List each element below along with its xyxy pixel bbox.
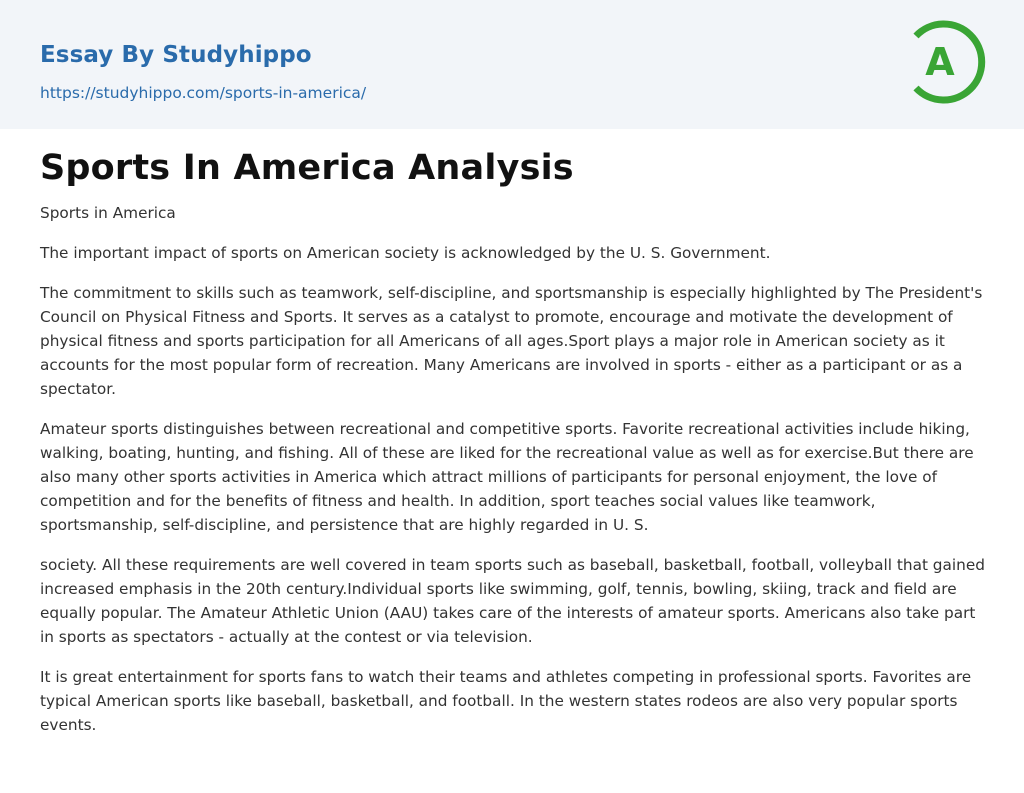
essay-paragraph: It is great entertainment for sports fans to watch their teams and athletes competing in professional sports. Favorites are typical American sports like baseball, basketball, and football. In the western states rodeos are also very popular sports events. <box>40 668 972 734</box>
essay-paragraph: The commitment to skills such as teamwork, self-discipline, and sportsmanship is especially highlighted by The President's Council on Physical Fitness and Sports. It serves as a catalyst to promote, encourage and motivate the development of physical fitness and sports participation for all Americans of all ages.Sport plays a major role in American society as it accounts for the most popular form of recreation. Many Americans are involved in sports - either as a participant or as a spectator. <box>40 284 983 398</box>
logo-letter: A <box>925 40 955 84</box>
essay-content <box>40 146 990 753</box>
essay-url-link[interactable]: https://studyhippo.com/sports-in-america/ <box>40 84 367 102</box>
essay-paragraph: society. All these requirements are well covered in team sports such as baseball, basketball, football, volleyball that gained increased emphasis in the 20th century.Individual sports like swimming, golf, tennis, bowling, skiing, track and field are equally popular. The Amateur Athletic Union (AAU) takes care of the interests of amateur sports. Americans also take part in sports as spectators - actually at the contest or via television. <box>40 556 985 646</box>
essay-paragraph: The important impact of sports on American society is acknowledged by the U. S. Government. <box>40 244 771 262</box>
site-header <box>0 0 1024 129</box>
site-brand[interactable]: Essay By Studyhippo <box>40 42 312 68</box>
studyhippo-logo-icon[interactable] <box>906 18 990 106</box>
essay-paragraph: Amateur sports distinguishes between recreational and competitive sports. Favorite recreational activities include hiking, walking, boating, hunting, and fishing. All of these are liked for the recreational value as well as for exercise.But there are also many other sports activities in America which attract millions of participants for personal enjoyment, the love of competition and for the benefits of fitness and health. In addition, sport teaches social values like teamwork, sportsmanship, self-discipline, and persistence that are highly regarded in U. S. <box>40 420 974 534</box>
essay-paragraph: Sports in America <box>40 204 176 222</box>
page-title: Sports In America Analysis <box>40 148 574 188</box>
